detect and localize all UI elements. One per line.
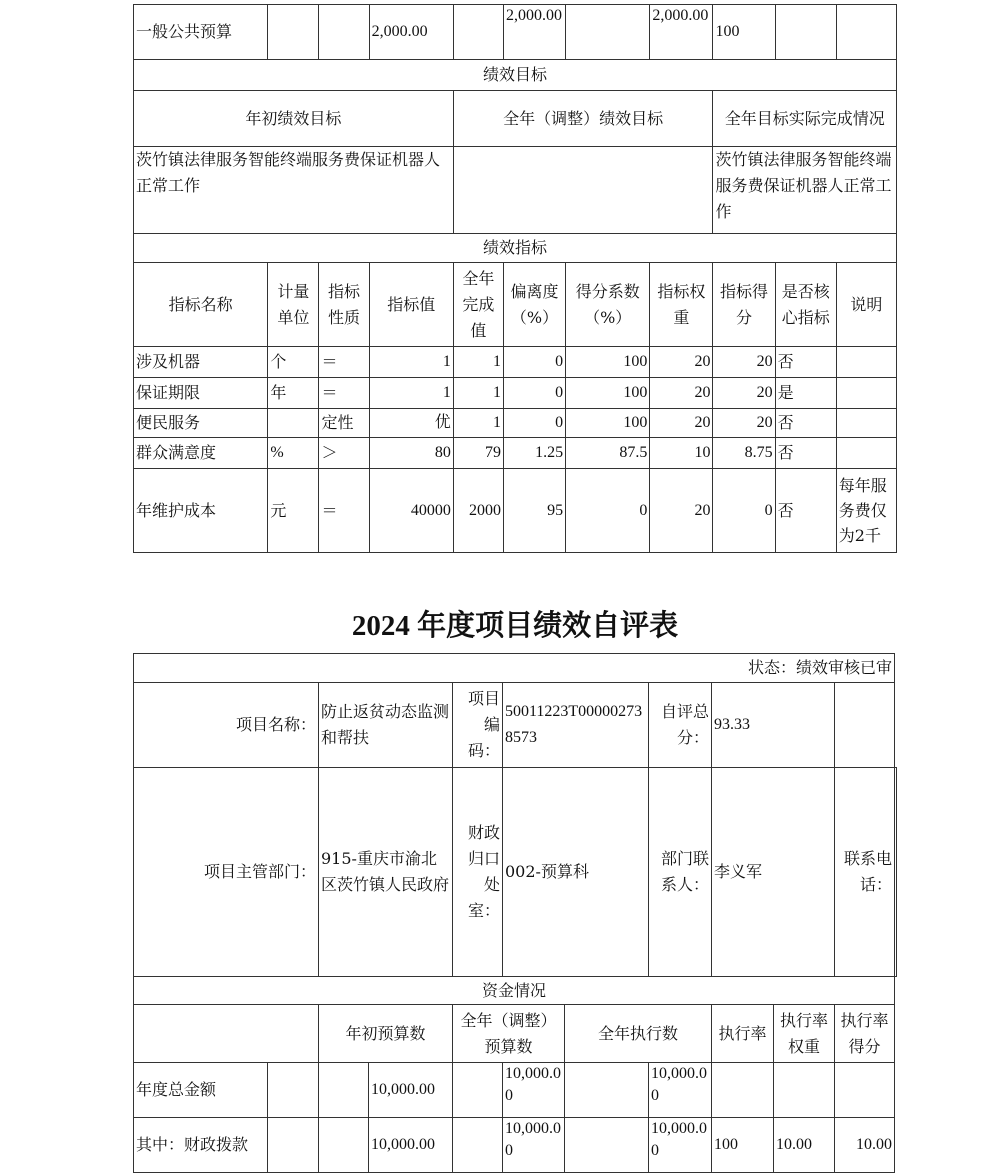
fund-rate-score — [835, 1063, 895, 1118]
indicator-done: 1 — [453, 347, 503, 378]
indicator-core: 否 — [775, 409, 836, 438]
rate-score-header: 执行率得分 — [835, 1005, 895, 1063]
fund-executed: 10,000.00 — [649, 1118, 712, 1173]
indicator-coefficient: 100 — [566, 378, 650, 409]
coefficient-header: 得分系数（%） — [566, 263, 650, 347]
indicator-nature: 定性 — [319, 409, 369, 438]
indicator-score: 20 — [713, 378, 775, 409]
fund-rate-weight — [774, 1063, 835, 1118]
actual-goal-header: 全年目标实际完成情况 — [713, 91, 897, 147]
indicator-target: 1 — [369, 347, 453, 378]
indicator-core: 否 — [775, 438, 836, 469]
indicator-nature: ＞ — [319, 438, 369, 469]
project-code-label: 项目编码： — [453, 683, 503, 768]
fund-rate: 100 — [712, 1118, 774, 1173]
fund-initial: 10,000.00 — [369, 1118, 453, 1173]
fund-header-row — [134, 1005, 897, 1063]
indicator-name: 群众满意度 — [134, 438, 268, 469]
indicator-weight: 20 — [650, 378, 713, 409]
indicator-deviation: 0 — [503, 378, 565, 409]
department-value: 915-重庆市渝北区茨竹镇人民政府 — [319, 768, 453, 977]
funds-section-title: 资金情况 — [134, 977, 895, 1005]
fund-rate — [712, 1063, 774, 1118]
indicator-target: 优 — [369, 409, 453, 438]
indicator-core: 是 — [775, 378, 836, 409]
note-header: 说明 — [836, 263, 896, 347]
fund-adjusted: 10,000.00 — [503, 1063, 565, 1118]
weight-header: 指标权重 — [650, 263, 713, 347]
status-badge: 状态：绩效审核已审 — [134, 654, 895, 683]
indicators-section-title: 绩效指标 — [134, 234, 897, 263]
fund-rate-value: 100 — [713, 5, 775, 60]
initial-goal-text: 茨竹镇法律服务智能终端服务费保证机器人正常工作 — [134, 147, 454, 234]
fund-adjusted-value: 2,000.00 — [503, 5, 565, 60]
fund-adjusted: 10,000.00 — [503, 1118, 565, 1173]
fund-executed-value: 2,000.00 — [650, 5, 713, 60]
indicator-unit: 个 — [268, 347, 319, 378]
execution-rate-header: 执行率 — [712, 1005, 774, 1063]
contact-label: 部门联系人： — [649, 768, 712, 977]
indicator-core: 否 — [775, 347, 836, 378]
indicator-score: 8.75 — [713, 438, 775, 469]
goal-header-row — [134, 91, 897, 147]
performance-table-continued — [133, 4, 897, 553]
indicator-done: 2000 — [453, 469, 503, 553]
contact-value: 李义军 — [712, 768, 835, 977]
indicator-deviation: 0 — [503, 409, 565, 438]
indicator-name: 年维护成本 — [134, 469, 268, 553]
indicator-nature: ＝ — [319, 378, 369, 409]
fund-row-label: 一般公共预算 — [134, 5, 268, 60]
indicator-score: 0 — [713, 469, 775, 553]
indicator-note — [836, 438, 896, 469]
unit-header: 计量单位 — [268, 263, 319, 347]
finance-office-label: 财政归口处室： — [453, 768, 503, 977]
fund-rate-weight: 10.00 — [774, 1118, 835, 1173]
deviation-header: 偏离度（%） — [503, 263, 565, 347]
project-name-value: 防止返贫动态监测和帮扶 — [319, 683, 453, 768]
indicator-nature: ＝ — [319, 347, 369, 378]
fund-initial-value: 2,000.00 — [369, 5, 453, 60]
indicator-unit — [268, 409, 319, 438]
fund-executed: 10,000.00 — [649, 1063, 712, 1118]
indicator-deviation: 0 — [503, 347, 565, 378]
indicator-note — [836, 347, 896, 378]
indicator-unit: 元 — [268, 469, 319, 553]
indicator-target: 40000 — [369, 469, 453, 553]
indicator-header-row — [134, 263, 897, 347]
target-value-header: 指标值 — [369, 263, 453, 347]
page-title: 2024 年度项目绩效自评表 — [351, 610, 679, 642]
indicator-unit: 年 — [268, 378, 319, 409]
self-score-value: 93.33 — [712, 683, 835, 768]
indicator-done: 1 — [453, 378, 503, 409]
indicator-core: 否 — [775, 469, 836, 553]
project-self-evaluation-table — [133, 653, 897, 1173]
initial-budget-header: 年初预算数 — [319, 1005, 453, 1063]
indicator-target: 1 — [369, 378, 453, 409]
done-value-header: 全年完成值 — [453, 263, 503, 347]
phone-label: 联系电话： — [835, 768, 895, 977]
executed-header: 全年执行数 — [565, 1005, 712, 1063]
indicator-weight: 20 — [650, 409, 713, 438]
project-name-label: 项目名称： — [134, 683, 319, 768]
fund-rate-score: 10.00 — [835, 1118, 895, 1173]
actual-goal-text: 茨竹镇法律服务智能终端服务费保证机器人正常工作 — [713, 147, 897, 234]
fund-row-general-budget — [134, 5, 897, 60]
indicator-name: 涉及机器 — [134, 347, 268, 378]
fund-label: 年度总金额 — [134, 1063, 268, 1118]
nature-header: 指标性质 — [319, 263, 369, 347]
table-row — [134, 378, 897, 409]
indicator-deviation: 1.25 — [503, 438, 565, 469]
department-label: 项目主管部门： — [134, 768, 319, 977]
goal-value-row — [134, 147, 897, 234]
goals-section-title: 绩效目标 — [134, 60, 897, 91]
score-header: 指标得分 — [713, 263, 775, 347]
indicator-note — [836, 409, 896, 438]
indicator-coefficient: 0 — [566, 469, 650, 553]
indicator-name: 便民服务 — [134, 409, 268, 438]
phone-value — [895, 768, 897, 977]
table-row — [134, 469, 897, 553]
department-info-row — [134, 768, 897, 977]
adjusted-goal-header: 全年（调整）绩效目标 — [453, 91, 713, 147]
indicator-coefficient: 87.5 — [566, 438, 650, 469]
table-row — [134, 409, 897, 438]
indicator-done: 1 — [453, 409, 503, 438]
indicator-weight: 20 — [650, 347, 713, 378]
indicator-name-header: 指标名称 — [134, 263, 268, 347]
indicator-coefficient: 100 — [566, 347, 650, 378]
project-code-value: 50011223T000002738573 — [503, 683, 649, 768]
table-row — [134, 438, 897, 469]
indicator-score: 20 — [713, 409, 775, 438]
core-indicator-header: 是否核心指标 — [775, 263, 836, 347]
initial-goal-header: 年初绩效目标 — [134, 91, 454, 147]
rate-weight-header: 执行率权重 — [774, 1005, 835, 1063]
indicator-weight: 20 — [650, 469, 713, 553]
indicator-coefficient: 100 — [566, 409, 650, 438]
finance-office-value: 002-预算科 — [503, 768, 649, 977]
adjusted-goal-text — [453, 147, 713, 234]
indicator-nature: ＝ — [319, 469, 369, 553]
indicator-done: 79 — [453, 438, 503, 469]
adjusted-budget-header: 全年（调整）预算数 — [453, 1005, 565, 1063]
table-row — [134, 1118, 897, 1173]
fund-label: 其中：财政拨款 — [134, 1118, 268, 1173]
indicator-note: 每年服务费仅为2千 — [836, 469, 896, 553]
indicator-note — [836, 378, 896, 409]
indicator-deviation: 95 — [503, 469, 565, 553]
indicator-weight: 10 — [650, 438, 713, 469]
indicator-unit: % — [268, 438, 319, 469]
self-score-label: 自评总分： — [649, 683, 712, 768]
indicator-score: 20 — [713, 347, 775, 378]
indicator-target: 80 — [369, 438, 453, 469]
project-info-row — [134, 683, 897, 768]
indicator-name: 保证期限 — [134, 378, 268, 409]
table-row — [134, 347, 897, 378]
table-row — [134, 1063, 897, 1118]
fund-initial: 10,000.00 — [369, 1063, 453, 1118]
